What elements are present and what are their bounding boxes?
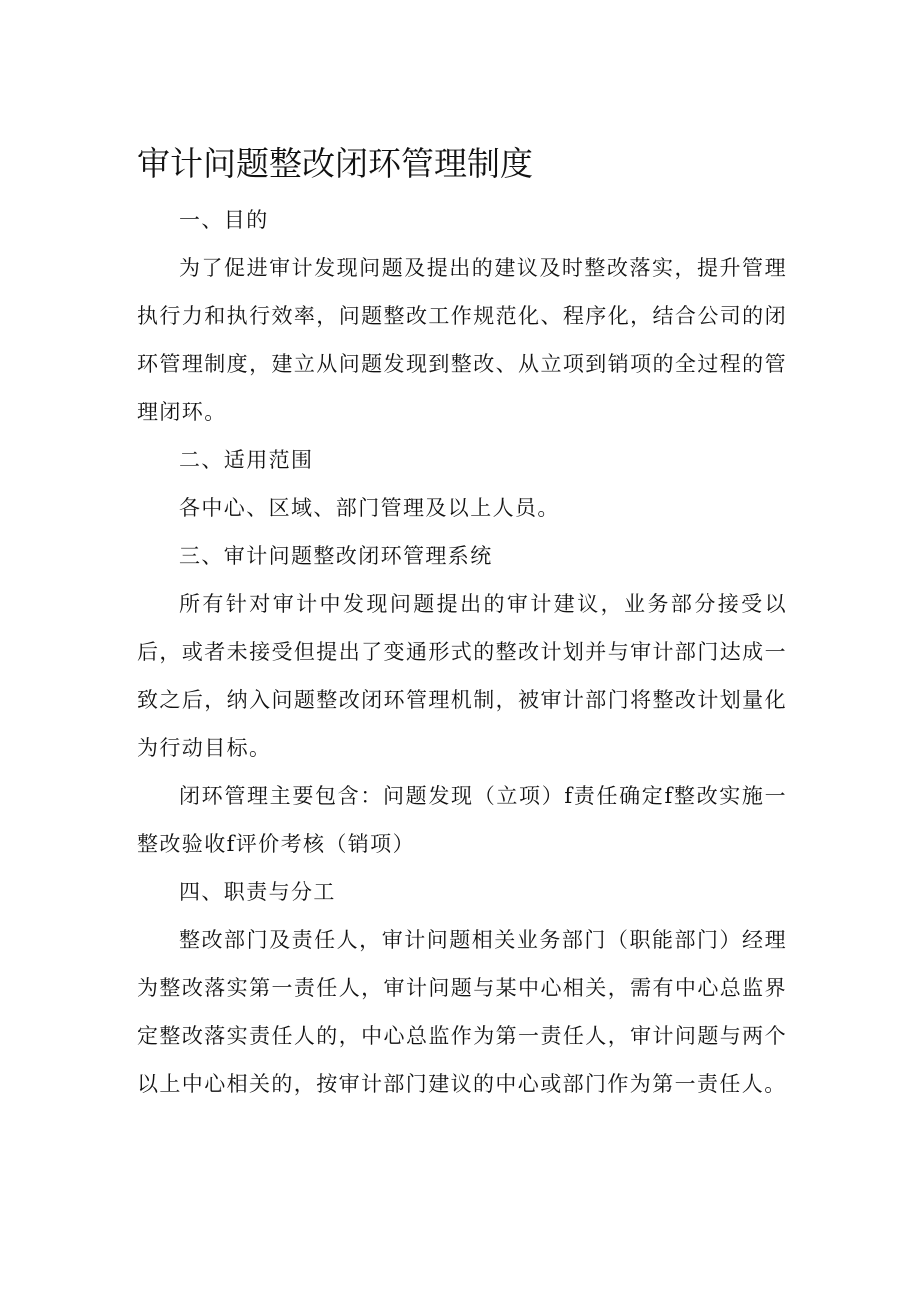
- document-title: 审计问题整改闭环管理制度: [137, 144, 533, 183]
- section-heading: 一、目的: [179, 208, 269, 232]
- section-purpose: [137, 196, 787, 436]
- section-paragraph: 所有针对审计中发现问题提出的审计建议，业务部分接受以后，或者未接受但提出了变通形式的整改计划并与审计部门达成一致之后，纳入问题整改闭环管理机制，被审计部门将整改计划量化为行动目标。: [137, 592, 787, 760]
- section-paragraph: 整改部门及责任人，审计问题相关业务部门（职能部门）经理为整改落实第一责任人，审计问题与某中心相关，需有中心总监界定整改落实责任人的，中心总监作为第一责任人，审计问题与两个以上中心相关的，按审计部门建议的中心或部门作为第一责任人。: [137, 928, 787, 1096]
- section-heading: 四、职责与分工: [179, 880, 336, 904]
- section-paragraph: 各中心、区域、部门管理及以上人员。: [179, 496, 560, 520]
- document-body: [137, 196, 787, 1108]
- section-responsibilities: [137, 868, 787, 1108]
- section-scope: [137, 436, 787, 532]
- section-heading: 二、适用范围: [179, 448, 314, 472]
- section-paragraph: 为了促进审计发现问题及提出的建议及时整改落实，提升管理执行力和执行效率，问题整改工作规范化、程序化，结合公司的闭环管理制度，建立从问题发现到整改、从立项到销项的全过程的管理闭环。: [137, 256, 787, 424]
- section-paragraph: 闭环管理主要包含：问题发现（立项）f责任确定f整改实施一整改验收f评价考核（销项）: [137, 784, 787, 856]
- section-heading: 三、审计问题整改闭环管理系统: [179, 544, 493, 568]
- section-system: [137, 532, 787, 868]
